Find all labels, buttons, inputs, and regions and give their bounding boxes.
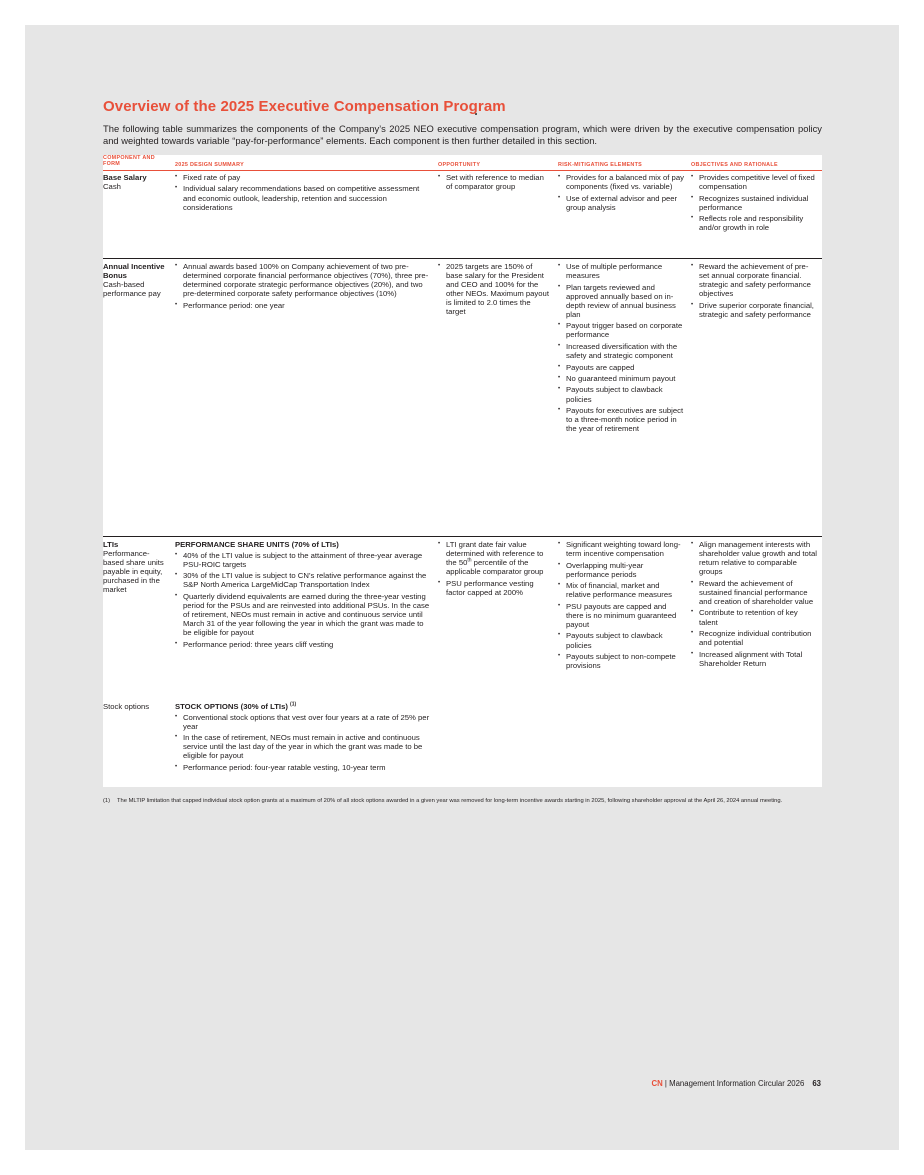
- footnote: [103, 797, 823, 805]
- list-item: • 2025 targets are 150% of base salary for the President and CEO and 100% for the other NEOs. Maximum payout is limited to 2.0 times the target: [438, 262, 550, 317]
- list-item: • Recognizes sustained individual performance: [691, 194, 817, 212]
- lti-form: Performance-based share units payable in equity, purchased in the market: [103, 549, 164, 595]
- row-divider: [103, 258, 822, 259]
- list-item: • No guaranteed minimum payout: [558, 374, 684, 383]
- base-salary-component: [103, 173, 169, 191]
- list-item: • 30% of the LTI value is subject to CN’s relative performance against the S&P North America LargeMidCap Transportation Index: [175, 571, 432, 589]
- list-item: • Payouts subject to non-compete provisions: [558, 652, 684, 670]
- so-title: [175, 702, 432, 711]
- lti-design: [175, 540, 432, 651]
- lti-opp-sup: th: [467, 557, 472, 564]
- base-salary-objectives: [691, 173, 817, 235]
- bonus-component: [103, 262, 171, 298]
- stock-options-label: Stock options: [103, 702, 150, 711]
- lti-name: LTIs: [103, 540, 119, 549]
- psu-title: PERFORMANCE SHARE UNITS (70% of LTIs): [175, 540, 339, 549]
- header-opportunity: OPPORTUNITY: [438, 162, 481, 168]
- lti-opp-text-b: percentile of the applicable comparator group: [446, 558, 544, 577]
- base-salary-form: Cash: [103, 182, 121, 192]
- footnote-text: The MLTIP limitation that capped individual stock option grants at a maximum of 20% of all stock options awarded in a given year was removed for long-term incentive awards starting in 2025, following shareholder approval at the April 26, 2024 annual meeting.: [117, 798, 783, 804]
- bonus-name: Annual Incentive Bonus: [103, 262, 165, 281]
- so-footnote-ref: (1): [290, 701, 297, 708]
- header-objectives: OBJECTIVES AND RATIONALE: [691, 162, 778, 168]
- list-item: • Use of external advisor and peer group analysis: [558, 194, 684, 212]
- stock-options-design: [175, 702, 432, 774]
- compensation-table: [103, 155, 822, 787]
- list-item: • Drive superior corporate financial, strategic and safety performance: [691, 301, 817, 319]
- footer-document: Management Information Circular 2026: [669, 1079, 805, 1088]
- list-item: • Plan targets reviewed and approved annually based on in-depth review of annual business plan: [558, 283, 684, 319]
- list-item: • 40% of the LTI value is subject to the attainment of three-year average PSU-ROIC targets: [175, 551, 432, 569]
- list-item: • Conventional stock options that vest over four years at a rate of 25% per year: [175, 713, 432, 731]
- list-item: • Use of multiple performance measures: [558, 262, 684, 280]
- list-item: • Performance period: one year: [175, 301, 432, 310]
- bonus-opportunity: [438, 262, 550, 319]
- list-item: • Payouts subject to clawback policies: [558, 631, 684, 649]
- page-title: Overview of the 2025 Executive Compensation Program: [103, 98, 506, 115]
- list-item: [438, 540, 554, 576]
- list-item: • PSU performance vesting factor capped at 200%: [438, 579, 554, 597]
- page-number: 63: [812, 1079, 821, 1088]
- list-item: • Mix of financial, market and relative performance measures: [558, 581, 684, 599]
- list-item: • Payouts for executives are subject to a three-month notice period in the year of retirement: [558, 406, 684, 433]
- base-salary-risk: [558, 173, 684, 214]
- list-item: • Annual awards based 100% on Company achievement of two pre-determined corporate financial performance objectives (70%), three pre-determined corporate strategic performance objectives (20%), and two pre-determined corporate safety performance objectives (10%): [175, 262, 432, 298]
- list-item: • Quarterly dividend equivalents are earned during the three-year vesting period for the PSUs and are reinvested into additional PSUs. In the case of retirement, NEOs must remain in active and continuous service until March 31 of the year following the year in which the grant was made to be eligible for payout: [175, 592, 432, 637]
- list-item: • Reward the achievement of sustained financial performance and creation of shareholder value: [691, 579, 817, 606]
- header-risk: RISK-MITIGATING ELEMENTS: [558, 162, 643, 168]
- base-salary-name: Base Salary: [103, 173, 147, 182]
- page-footer: [651, 1079, 821, 1088]
- list-item: • PSU payouts are capped and there is no minimum guaranteed payout: [558, 602, 684, 629]
- list-item: • Recognize individual contribution and potential: [691, 629, 817, 647]
- list-item: • Set with reference to median of comparator group: [438, 173, 550, 191]
- bonus-design: [175, 262, 432, 312]
- list-item: • Overlapping multi-year performance periods: [558, 561, 684, 579]
- list-item: • Provides competitive level of fixed compensation: [691, 173, 817, 191]
- bonus-risk: [558, 262, 684, 436]
- list-item: • Increased alignment with Total Shareholder Return: [691, 650, 817, 668]
- header-component: COMPONENT AND FORM: [103, 155, 155, 168]
- lti-opp-text-a: LTI grant date fair value determined with reference to the 50: [446, 540, 544, 568]
- lti-risk: [558, 540, 684, 673]
- lti-objectives: [691, 540, 817, 670]
- list-item: • Significant weighting toward long-term incentive compensation: [558, 540, 684, 558]
- list-item: • Performance period: four-year ratable vesting, 10-year term: [175, 763, 432, 772]
- list-item: • Provides for a balanced mix of pay components (fixed vs. variable): [558, 173, 684, 191]
- bonus-objectives: [691, 262, 817, 321]
- list-item: • Reward the achievement of pre-set annual corporate financial. strategic and safety performance objectives: [691, 262, 817, 298]
- list-item: • Individual salary recommendations based on competitive assessment and economic outlook, leadership, retention and succession considerations: [175, 184, 432, 211]
- lti-opportunity: [438, 540, 554, 599]
- lti-component: [103, 540, 165, 595]
- footer-separator: |: [662, 1079, 670, 1088]
- list-item: • Payouts subject to clawback policies: [558, 385, 684, 403]
- list-item: • Performance period: three years cliff vesting: [175, 640, 432, 649]
- page: [25, 25, 899, 1150]
- list-item: • Reflects role and responsibility and/or growth in role: [691, 214, 817, 232]
- list-item: • Increased diversification with the safety and strategic component: [558, 342, 684, 360]
- list-item: • Align management interests with shareholder value growth and total return relative to comparable groups: [691, 540, 817, 576]
- intro-paragraph: The following table summarizes the components of the Company’s 2025 NEO executive compensation program, which were driven by the executive compensation policy and weighted towards variable “pay-for-performance” elements. Each component is then further detailed in this section.: [103, 123, 822, 146]
- list-item: • In the case of retirement, NEOs must remain in active and continuous service until the last day of the year in which the grant was made to be eligible for payout: [175, 733, 432, 760]
- footer-brand: CN: [651, 1079, 663, 1088]
- list-item: • Payouts are capped: [558, 363, 684, 372]
- list-item: • Contribute to retention of key talent: [691, 608, 817, 626]
- header-design: 2025 DESIGN SUMMARY: [175, 162, 245, 168]
- base-salary-opportunity: [438, 173, 550, 194]
- base-salary-design: [175, 173, 432, 214]
- list-item: • Payout trigger based on corporate performance: [558, 321, 684, 339]
- row-divider: [103, 536, 822, 537]
- list-item: • Fixed rate of pay: [175, 173, 432, 182]
- footnote-number: (1): [103, 798, 111, 804]
- header-rule: [103, 170, 822, 171]
- bonus-form: Cash-based performance pay: [103, 280, 161, 299]
- so-title-text: STOCK OPTIONS (30% of LTIs): [175, 702, 288, 711]
